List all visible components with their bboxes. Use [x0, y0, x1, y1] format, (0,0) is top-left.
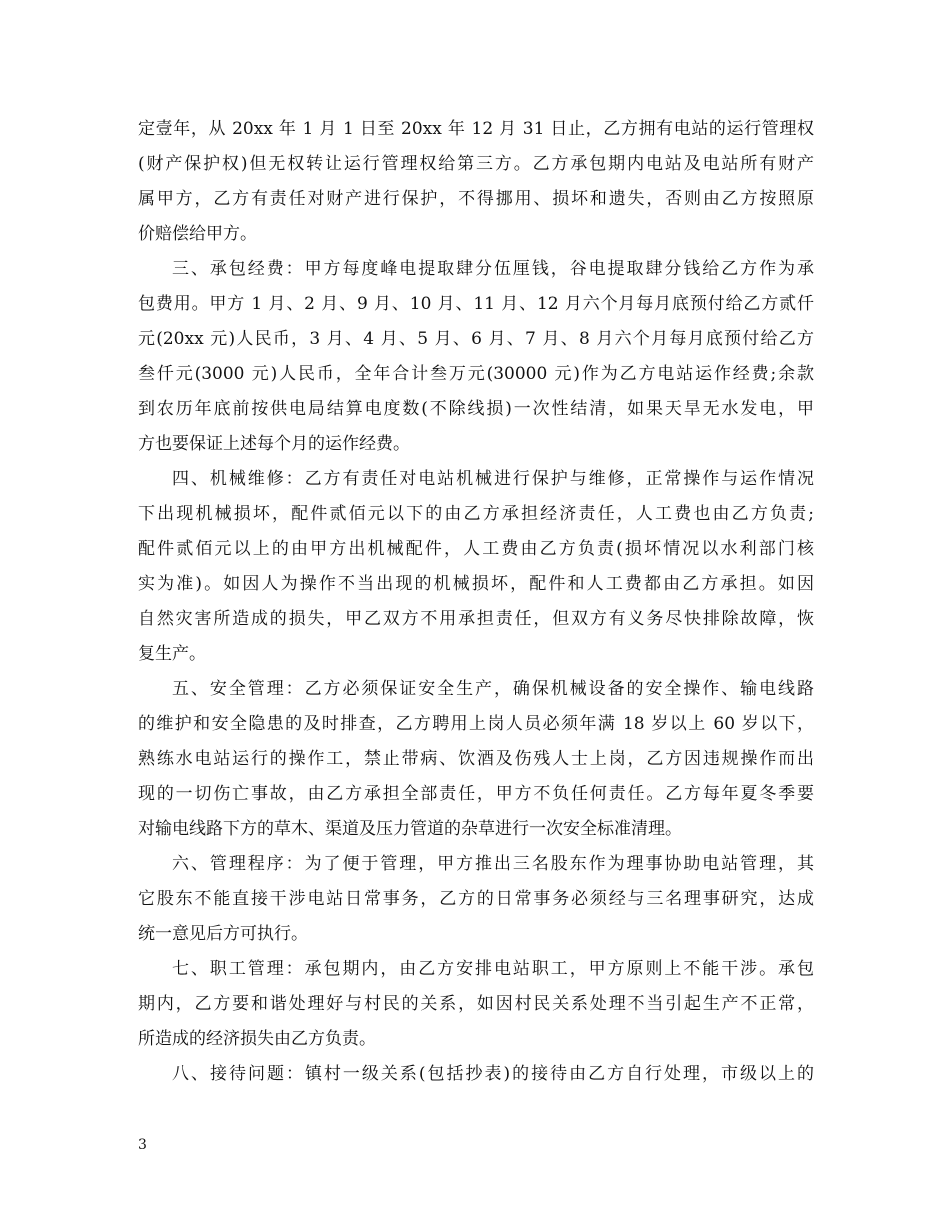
document-body — [138, 112, 814, 1092]
text-line: 自然灾害所造成的损失，甲乙双方不用承担责任，但双方有义务尽快排除故障，恢 — [138, 609, 814, 629]
text-line: 统一意见后方可执行。 — [138, 924, 308, 944]
text-line: 定壹年，从 20xx 年 1 月 1 日至 20xx 年 12 月 31 日止，乙方拥有电站的运行管理权 — [138, 119, 814, 139]
text-line: 熟练水电站运行的操作工，禁止带病、饮酒及伤残人士上岗，乙方因违规操作而出 — [138, 749, 814, 769]
text-line: 的维护和安全隐患的及时排查，乙方聘用上岗人员必须年满 18 岁以上 60 岁以下， — [138, 714, 814, 734]
text-line: 三、承包经费：甲方每度峰电提取肆分伍厘钱，谷电提取肆分钱给乙方作为承 — [172, 259, 814, 279]
text-line: 六、管理程序：为了便于管理，甲方推出三名股东作为理事协助电站管理，其 — [172, 854, 814, 874]
text-line: 所造成的经济损失由乙方负责。 — [138, 1029, 376, 1049]
text-line: 包费用。甲方 1 月、2 月、9 月、10 月、11 月、12 月六个月每月底预付给乙方贰仟 — [138, 294, 814, 314]
text-line: (财产保护权)但无权转让运行管理权给第三方。乙方承包期内电站及电站所有财产 — [138, 154, 814, 174]
text-line: 下出现机械损坏，配件贰佰元以下的由乙方承担经济责任，人工费也由乙方负责; — [138, 504, 814, 524]
text-line: 期内，乙方要和谐处理好与村民的关系，如因村民关系处理不当引起生产不正常， — [138, 994, 814, 1014]
text-line: 实为准)。如因人为操作不当出现的机械损坏，配件和人工费都由乙方承担。如因 — [138, 574, 814, 594]
text-line: 属甲方，乙方有责任对财产进行保护，不得挪用、损坏和遗失，否则由乙方按照原 — [138, 189, 814, 209]
page-number: 3 — [138, 1137, 147, 1153]
text-line: 四、机械维修：乙方有责任对电站机械进行保护与维修，正常操作与运作情况 — [172, 469, 814, 489]
text-line: 七、职工管理：承包期内，由乙方安排电站职工，甲方原则上不能干涉。承包 — [172, 959, 814, 979]
text-line: 价赔偿给甲方。 — [138, 224, 257, 244]
text-line: 五、安全管理：乙方必须保证安全生产，确保机械设备的安全操作、输电线路 — [172, 679, 814, 699]
text-line: 对输电线路下方的草木、渠道及压力管道的杂草进行一次安全标准清理。 — [138, 819, 682, 839]
text-line: 现的一切伤亡事故，由乙方承担全部责任，甲方不负任何责任。乙方每年夏冬季要 — [138, 784, 814, 804]
text-line: 叁仟元(3000 元)人民币，全年合计叁万元(30000 元)作为乙方电站运作经费;余款 — [138, 364, 814, 384]
text-line: 元(20xx 元)人民币，3 月、4 月、5 月、6 月、7 月、8 月六个月每月底预付给乙方 — [138, 329, 814, 349]
text-line: 复生产。 — [138, 644, 206, 664]
text-line: 配件贰佰元以上的由甲方出机械配件，人工费由乙方负责(损坏情况以水利部门核 — [138, 539, 814, 559]
text-line: 方也要保证上述每个月的运作经费。 — [138, 434, 410, 454]
text-line: 到农历年底前按供电局结算电度数(不除线损)一次性结清，如果天旱无水发电，甲 — [138, 399, 814, 419]
text-line: 八、接待问题：镇村一级关系(包括抄表)的接待由乙方自行处理，市级以上的 — [172, 1064, 814, 1084]
text-line: 它股东不能直接干涉电站日常事务，乙方的日常事务必须经与三名理事研究，达成 — [138, 889, 814, 909]
